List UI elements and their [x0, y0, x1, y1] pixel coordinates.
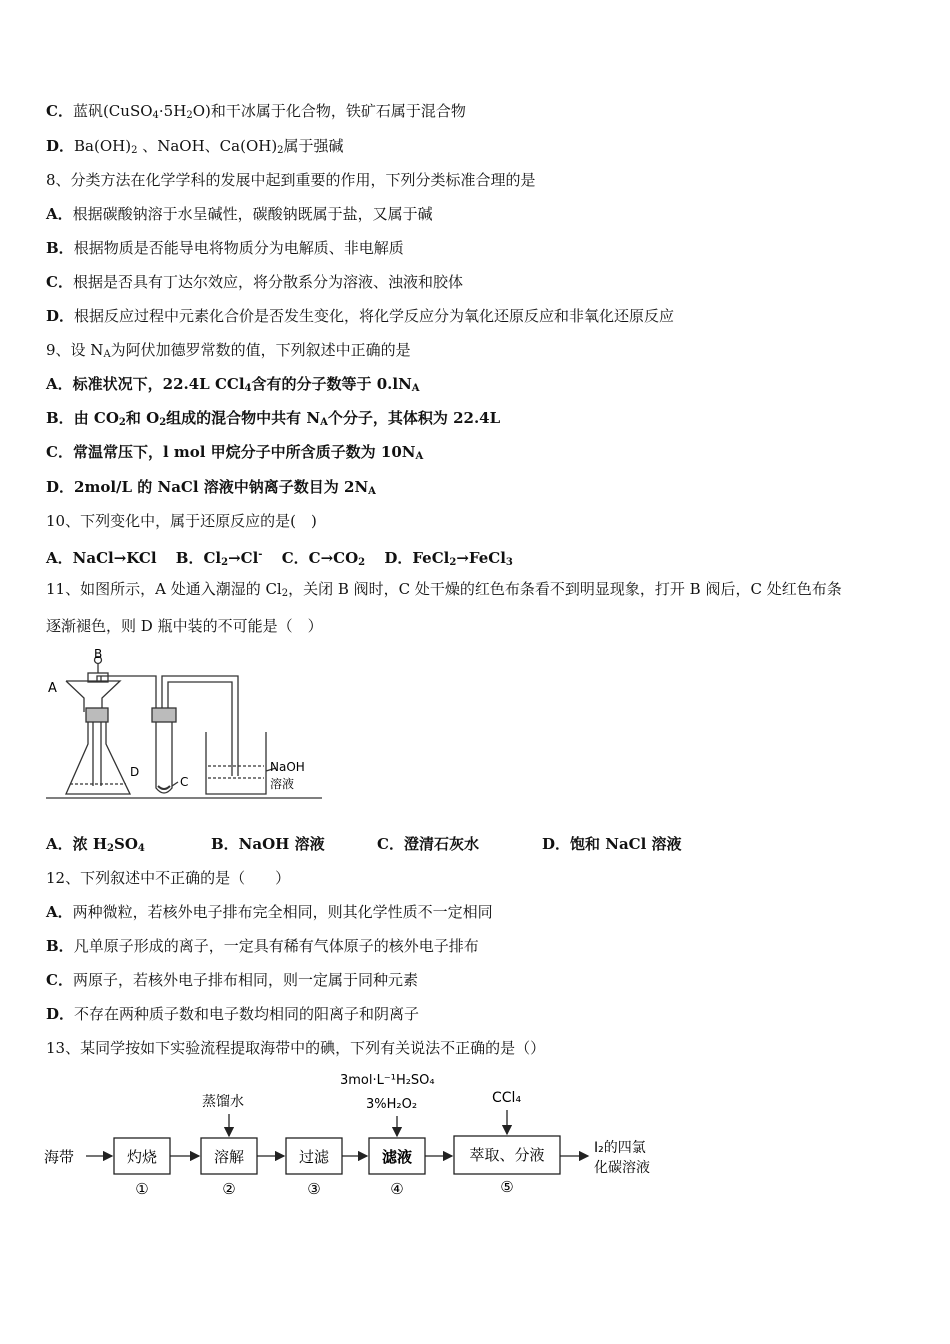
flow-num-1: ① [135, 1180, 149, 1198]
flow-step-dissolve: 溶解 [213, 1148, 245, 1166]
q12-stem: 12、下列叙述中不正确的是（ ） [46, 869, 291, 887]
q11-option-a: A．浓 $H_2SO_4$ [46, 835, 145, 854]
q8-option-b: B．根据物质是否能导电将物质分为电解质、非电解质 [46, 239, 404, 257]
q10-option-a: A．NaCl→KCl [46, 549, 157, 567]
flow-step-filter: 过滤 [298, 1148, 330, 1166]
q11-option-c: C．澄清石灰水 [377, 835, 479, 853]
q11-option-b: B．NaOH 溶液 [211, 835, 325, 853]
flow-reagent-ccl4: CCl₄ [492, 1090, 522, 1106]
flow-step-burn: 灼烧 [126, 1148, 158, 1166]
flow-step-filtrate: 滤液 [381, 1148, 413, 1166]
q10-options [46, 545, 513, 573]
q11-stem-line2: 逐渐褪色，则 D 瓶中装的不可能是（ ） [46, 617, 323, 635]
figure-label-a: A [48, 681, 57, 696]
q7-option-c: C．蓝矾$(CuSO_4\cdot 5H_2O)$和干冰属于化合物，铁矿石属于混合物 [46, 102, 466, 121]
q13-flow-diagram [40, 1064, 680, 1204]
flow-end-line2: 化碳溶液 [594, 1160, 650, 1176]
q7-option-d: D．$Ba(OH)_2$ 、NaOH、$Ca(OH)_2$属于强碱 [46, 137, 344, 156]
q9-option-b: B．由 $CO_2$和 $O_2$组成的混合物中共有 $N_A$个分子，其体积为 22.4L [46, 409, 501, 428]
flow-reagent-h2o2: 3%H₂O₂ [366, 1097, 418, 1112]
q10-stem: 10、下列变化中，属于还原反应的是( ) [46, 512, 317, 530]
q12-option-d: D．不存在两种质子数和电子数均相同的阳离子和阴离子 [46, 1005, 420, 1023]
q12-option-c: C．两原子，若核外电子排布相同，则一定属于同种元素 [46, 971, 418, 989]
q8-option-d: D．根据反应过程中元素化合价是否发生变化，将化学反应分为氧化还原反应和非氧化还原反应 [46, 307, 675, 325]
flow-num-5: ⑤ [500, 1178, 514, 1196]
flow-end-line1: I₂的四氯 [594, 1140, 646, 1156]
flow-reagent-water: 蒸馏水 [202, 1094, 244, 1110]
q11-apparatus-figure [44, 646, 324, 806]
figure-label-b: B [94, 647, 103, 661]
q8-option-a: A．根据碳酸钠溶于水呈碱性，碳酸钠既属于盐，又属于碱 [46, 205, 433, 223]
q8-option-c: C．根据是否具有丁达尔效应，将分散系分为溶液、浊液和胶体 [46, 273, 463, 291]
q10-option-d: D．FeCl$_2$→FeCl$_3$ [384, 549, 513, 568]
q10-option-c: C．$C\to CO_2$ [281, 549, 366, 568]
q12-option-a: A．两种微粒，若核外电子排布完全相同，则其化学性质不一定相同 [46, 903, 493, 921]
q8-stem: 8、分类方法在化学学科的发展中起到重要的作用，下列分类标准合理的是 [46, 171, 536, 189]
flow-num-3: ③ [307, 1180, 321, 1198]
q9-option-d: D．2mol/L 的 NaCl 溶液中钠离子数目为 $2N_A$ [46, 478, 376, 497]
q9-option-a: A．标准状况下，22.4L CCl$_4$含有的分子数等于 $0.lN_A$ [46, 375, 420, 394]
flow-start-seaweed: 海带 [44, 1148, 75, 1166]
figure-label-naoh: NaOH [270, 760, 305, 774]
figure-label-d: D [130, 765, 140, 779]
figure-label-solution: 溶液 [270, 777, 295, 791]
q11-stem-line1: 11、如图所示，A 处通入潮湿的 $Cl_2$，关闭 B 阀时，C 处干燥的红色布条看不到明显现象，打开 B 阀后，C 处红色布条 [46, 580, 842, 599]
figure-label-c: C [180, 775, 189, 789]
q10-option-b: B．$Cl_2\to Cl^-$ [175, 549, 263, 568]
q11-option-d: D．饱和 NaCl 溶液 [542, 835, 682, 853]
q9-stem: 9、设 $N_A$为阿伏加德罗常数的值，下列叙述中正确的是 [46, 341, 411, 360]
q12-option-b: B．凡单原子形成的离子，一定具有稀有气体原子的核外电子排布 [46, 937, 479, 955]
flow-reagent-h2so4: 3mol·L⁻¹H₂SO₄ [340, 1073, 435, 1088]
q9-option-c: C．常温常压下，l mol 甲烷分子中所含质子数为 $10N_A$ [46, 443, 424, 462]
flow-num-4: ④ [390, 1180, 404, 1198]
flow-num-2: ② [222, 1180, 236, 1198]
flow-step-extract: 萃取、分液 [469, 1146, 545, 1164]
q13-stem: 13、某同学按如下实验流程提取海带中的碘，下列有关说法不正确的是（） [46, 1039, 546, 1057]
